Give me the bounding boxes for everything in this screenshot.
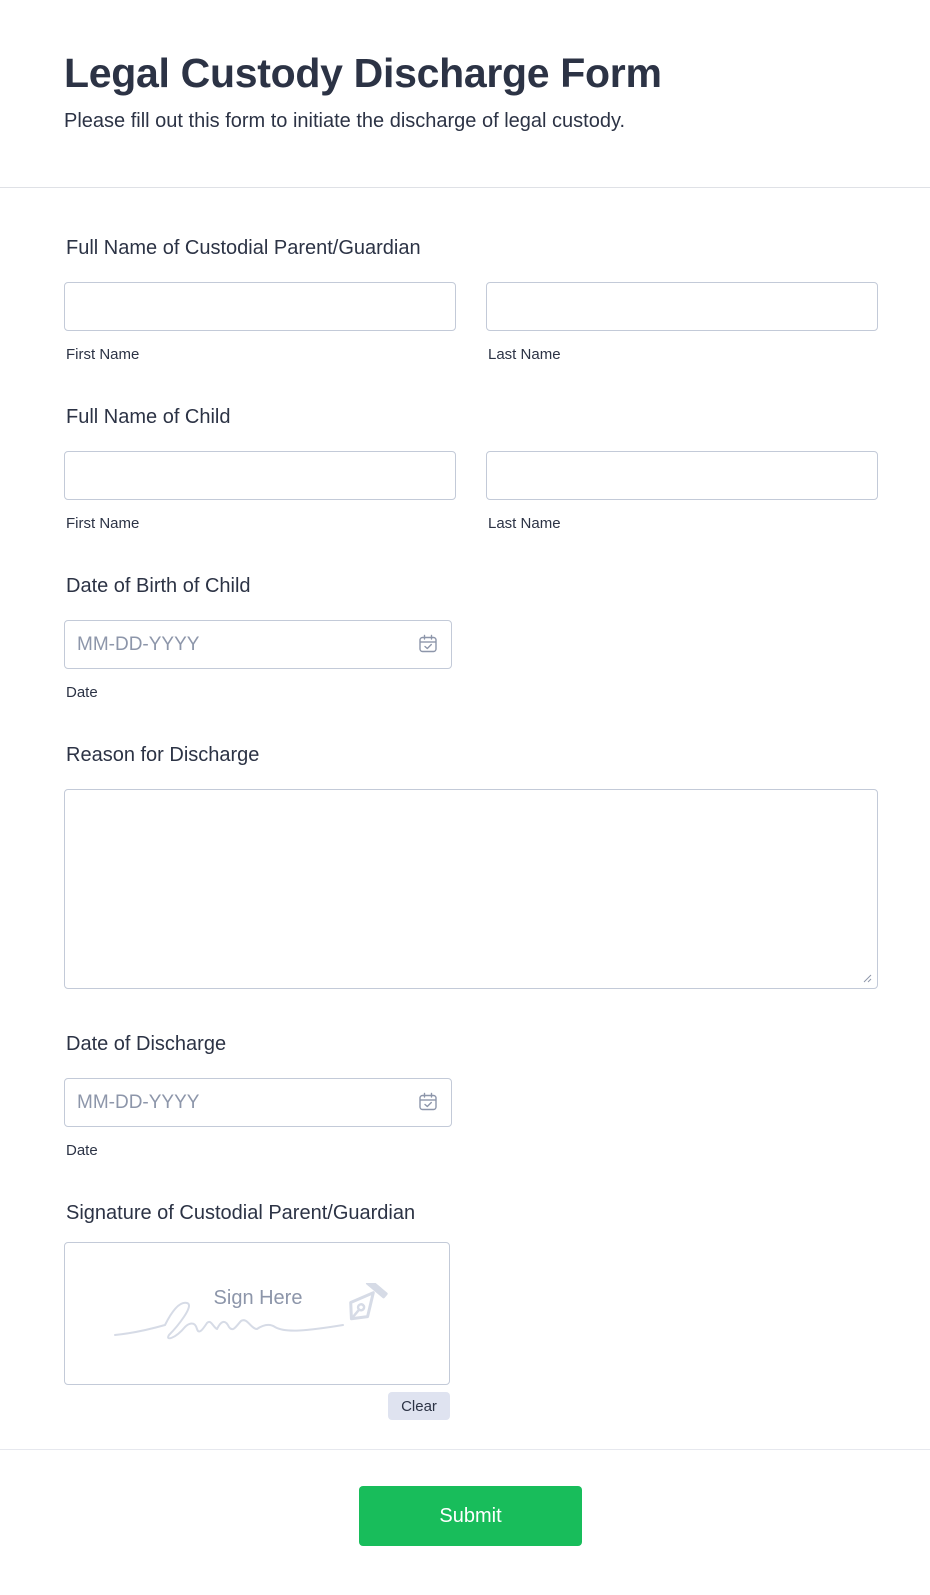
pen-nib-icon xyxy=(342,1283,388,1327)
child-name-label: Full Name of Child xyxy=(66,406,231,428)
discharge-date-label: Date of Discharge xyxy=(66,1033,227,1055)
discharge-date-field xyxy=(64,1078,452,1127)
child-last-name-sublabel: Last Name xyxy=(488,515,561,532)
signature-label: Signature of Custodial Parent/Guardian xyxy=(66,1202,416,1224)
child-first-name-input[interactable] xyxy=(64,451,456,500)
guardian-first-name-sublabel: First Name xyxy=(66,346,140,363)
birth-date-input[interactable] xyxy=(64,620,452,669)
calendar-icon[interactable] xyxy=(418,634,438,654)
guardian-last-name-input[interactable] xyxy=(486,282,878,331)
calendar-icon[interactable] xyxy=(418,1092,438,1112)
resize-grip-icon[interactable] xyxy=(862,973,872,983)
discharge-date-input[interactable] xyxy=(64,1078,452,1127)
birth-date-sublabel: Date xyxy=(66,684,98,701)
sign-here-prompt: Sign Here xyxy=(213,1287,303,1309)
reason-label: Reason for Discharge xyxy=(66,744,260,766)
child-last-name-input[interactable] xyxy=(486,451,878,500)
page-subtitle: Please fill out this form to initiate the discharge of legal custody. xyxy=(64,110,626,132)
guardian-name-label: Full Name of Custodial Parent/Guardian xyxy=(66,237,421,259)
clear-signature-button[interactable]: Clear xyxy=(388,1392,450,1420)
signature-scribble-icon xyxy=(113,1283,403,1343)
discharge-date-sublabel: Date xyxy=(66,1142,98,1159)
footer-divider xyxy=(0,1449,930,1450)
birth-date-field xyxy=(64,620,452,669)
signature-pad[interactable] xyxy=(64,1242,450,1385)
guardian-last-name-sublabel: Last Name xyxy=(488,346,561,363)
guardian-first-name-input[interactable] xyxy=(64,282,456,331)
child-first-name-sublabel: First Name xyxy=(66,515,140,532)
page-title: Legal Custody Discharge Form xyxy=(64,50,662,96)
birth-date-label: Date of Birth of Child xyxy=(66,575,251,597)
reason-textarea[interactable] xyxy=(64,789,878,989)
form-header xyxy=(0,0,930,188)
submit-button[interactable]: Submit xyxy=(359,1486,582,1546)
